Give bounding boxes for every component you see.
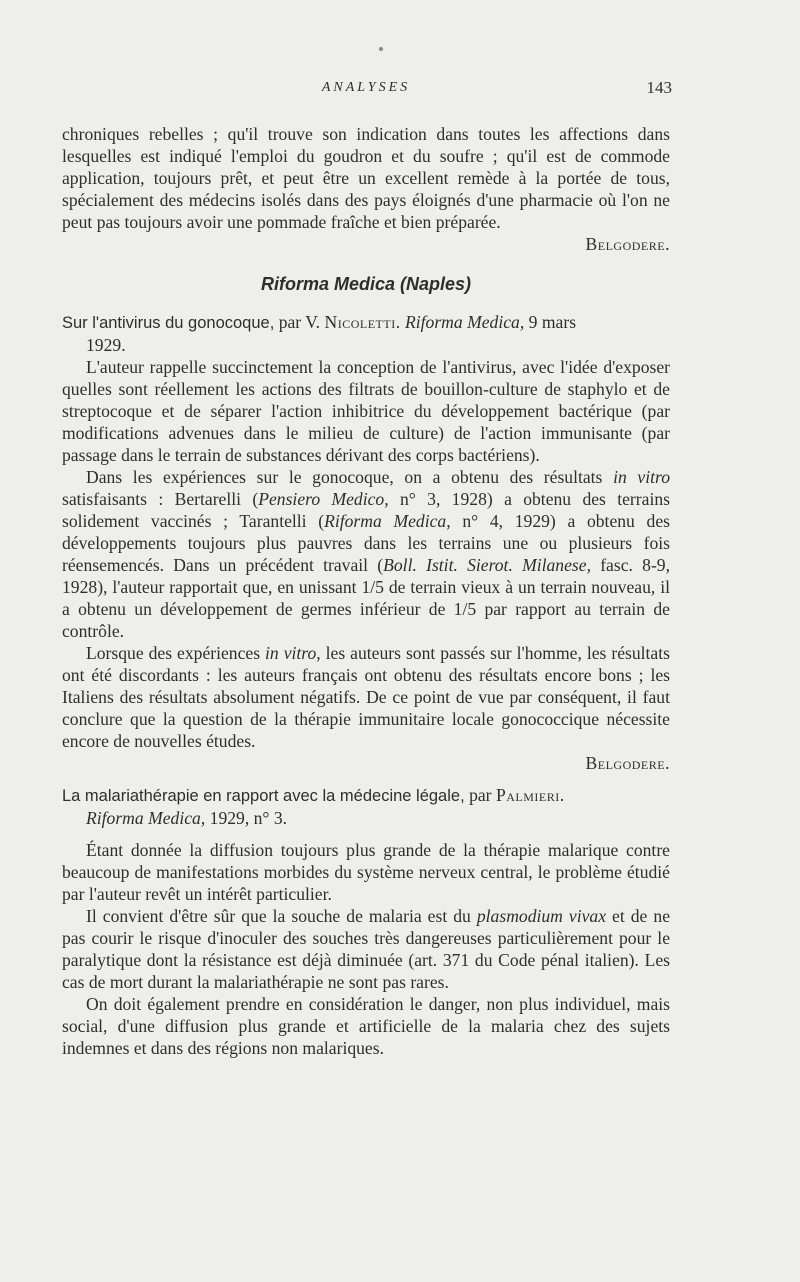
intro-paragraph: chroniques rebelles ; qu'il trouve son indication dans toutes les affections dans lesquelles est indiqué l'emploi du goudron et du soufre ; qu'il est de commode application, toujours prêt, et peut être un excellent remède à la portée de tous, spécialement des médecins isolés dans des pays éloignés d'une pharmacie où l'on ne peut pas toujours avoir une pommade fraîche et bien préparée. xyxy=(62,124,670,232)
article-2-paragraph-1: Étant donnée la diffusion toujours plus grande de la thérapie malarique contre beaucoup de manifestations morbides du système nerveux central, le problème étudié par l'auteur revêt un intérêt particulier. xyxy=(62,840,670,904)
article-1-paragraph-1: L'auteur rappelle succinctement la conception de l'antivirus, avec l'idée d'exposer quelles sont réellement les actions des filtrats de bouillon-culture de staphylo et de streptocoque et de séparer l'action inhibitrice du développement bactérique (par modifications advenues dans le milieu de culture) de l'action immunisante (par passage dans le terrain de substances dérivant des corps bactériens). xyxy=(62,357,670,465)
p2-text-c: n° 3, 1928) a obtenu des terrains solidement vaccinés ; Tarantelli ( xyxy=(62,489,670,531)
article-1-heading xyxy=(62,311,670,334)
page-body xyxy=(62,123,670,1059)
article-1-journal: Riforma Medica, xyxy=(405,312,525,332)
article-2-title: La malariathérapie en rapport avec la médecine légale, xyxy=(62,787,465,805)
article-1-title: Sur l'antivirus du gonocoque, xyxy=(62,314,275,332)
intro-signature xyxy=(62,233,670,255)
article-1-author: Nicoletti. xyxy=(324,312,401,332)
p2-pensiero-medico: Pensiero Medico, xyxy=(258,489,389,509)
p2-text-e: fasc. 8-9, 1928), l'auteur rapportait que, en unissant 1/5 de terrain vieux à un terrain nouveau, il a obtenu un développement de germes inférieur de 1/5 par rapport au terrain de contrôle. xyxy=(62,555,671,641)
article-2-paragraph-3: On doit également prendre en considération le danger, non plus individuel, mais social, d'une diffusion plus grande et artificielle de la malaria chez des sujets indemnes et dans des régions non malariques. xyxy=(62,994,670,1058)
a2-p2-text-b: et de ne pas courir le risque d'inoculer des souches très dangereuses particulièrement pour le paralytique dont la résistance est déjà diminuée (art. 371 du Code pénal italien). Les cas de mort durant la malariathérapie ne sont pas rares. xyxy=(62,906,670,992)
p3-text-a: Lorsque des expériences xyxy=(86,643,261,663)
p2-text-a: Dans les expériences sur le gonocoque, on a obtenu des résultats xyxy=(86,467,603,487)
a2-p2-species: plasmodium vivax xyxy=(476,906,607,926)
article-1-signature xyxy=(62,752,670,774)
signature-text: Belgodere. xyxy=(585,753,670,773)
article-2-date: 1929, n° 3. xyxy=(209,808,288,828)
p2-in-vitro: in vitro xyxy=(613,467,670,487)
p2-text-d: n° 4, 1929) a obtenu des développements toujours plus pauvres dans les terrains une ou plusieurs fois réensemencés. Dans un précédent travail ( xyxy=(62,511,670,575)
ink-dot xyxy=(379,47,383,51)
article-1-by: par V. xyxy=(278,312,321,332)
article-2-paragraph-2 xyxy=(62,905,670,993)
p2-boll-istit: Boll. Istit. Sierot. Milanese, xyxy=(383,555,591,575)
article-2-heading xyxy=(62,784,670,807)
page-header xyxy=(62,78,670,100)
article-2-author: Palmieri. xyxy=(495,785,565,805)
p3-in-vitro: in vitro, xyxy=(265,643,321,663)
a2-p2-text-a: Il convient d'être sûr que la souche de malaria est du xyxy=(86,906,471,926)
article-1-paragraph-3 xyxy=(62,642,670,752)
article-2-source xyxy=(62,807,670,829)
article-2-by: par xyxy=(469,785,492,805)
journal-section-title: Riforma Medica (Naples) xyxy=(260,274,472,294)
p2-riforma-medica: Riforma Medica, xyxy=(324,511,451,531)
p3-text-b: les auteurs sont passés sur l'homme, les résultats ont été discordants : les auteurs français ont obtenu des résultats encore bons ; les Italiens des résultats absolument négatifs. De ce point de vue par conséquent, il faut conclure que la question de la thérapie immunitaire locale gonococcique nécessite encore de nouvelles études. xyxy=(62,643,670,751)
article-1-date-line xyxy=(62,334,670,356)
article-1-date-2: 1929. xyxy=(86,335,126,355)
running-title: ANALYSES xyxy=(321,80,411,95)
article-1-paragraph-2 xyxy=(62,466,670,642)
signature-text: Belgodere. xyxy=(585,234,670,254)
page-number: 143 xyxy=(646,78,672,97)
p2-text-b: satisfaisants : Bertarelli ( xyxy=(62,489,259,509)
article-2-journal: Riforma Medica, xyxy=(86,808,206,828)
article-1-date-1: 9 mars xyxy=(528,312,577,332)
